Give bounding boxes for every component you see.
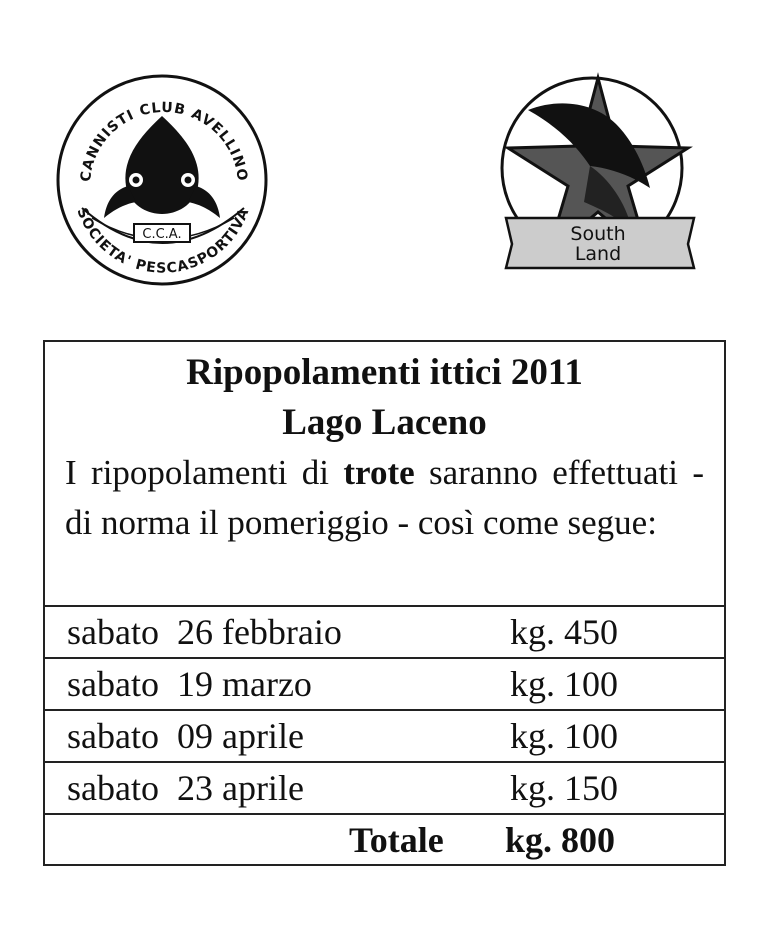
total-row [45, 813, 724, 865]
schedule-row [45, 605, 724, 657]
notice-title: Ripopolamenti ittici 2011 [186, 352, 583, 393]
total-label: Totale [349, 820, 444, 860]
schedule-date: sabato 23 aprile [67, 768, 304, 808]
cca-badge: C.C.A. [142, 227, 182, 242]
schedule-date: sabato 26 febbraio [67, 612, 342, 652]
schedule-row [45, 761, 724, 813]
notice-intro [45, 342, 724, 605]
total-qty: kg. 800 [505, 820, 616, 860]
cca-club-logo [52, 68, 272, 288]
para-bold-word: trote [343, 453, 415, 492]
notice-paragraph [45, 448, 724, 548]
fish-icon [104, 116, 220, 218]
notice-box [43, 340, 726, 866]
schedule-qty: kg. 100 [510, 664, 618, 704]
schedule-qty: kg. 450 [510, 612, 618, 652]
schedule-date: sabato 09 aprile [67, 716, 304, 756]
notice-subtitle: Lago Laceno [282, 402, 487, 443]
para-text-1: I ripopolamenti di [65, 453, 344, 492]
cca-bottom-text: SOCIETA' PESCASPORTIVA [73, 205, 253, 277]
schedule-date: sabato 19 marzo [67, 664, 312, 704]
schedule-qty: kg. 100 [510, 716, 618, 756]
schedule-qty: kg. 150 [510, 768, 618, 808]
south-land-logo [498, 68, 696, 282]
cca-top-text: CANNISTI CLUB AVELLINO [77, 99, 251, 183]
schedule-row [45, 657, 724, 709]
para-text-2: saranno effettuati - di norma il pomeriggio - così come segue: [65, 453, 704, 542]
south-land-text-2: Land [574, 243, 622, 265]
schedule-row [45, 709, 724, 761]
south-land-text-1: South [570, 223, 626, 245]
